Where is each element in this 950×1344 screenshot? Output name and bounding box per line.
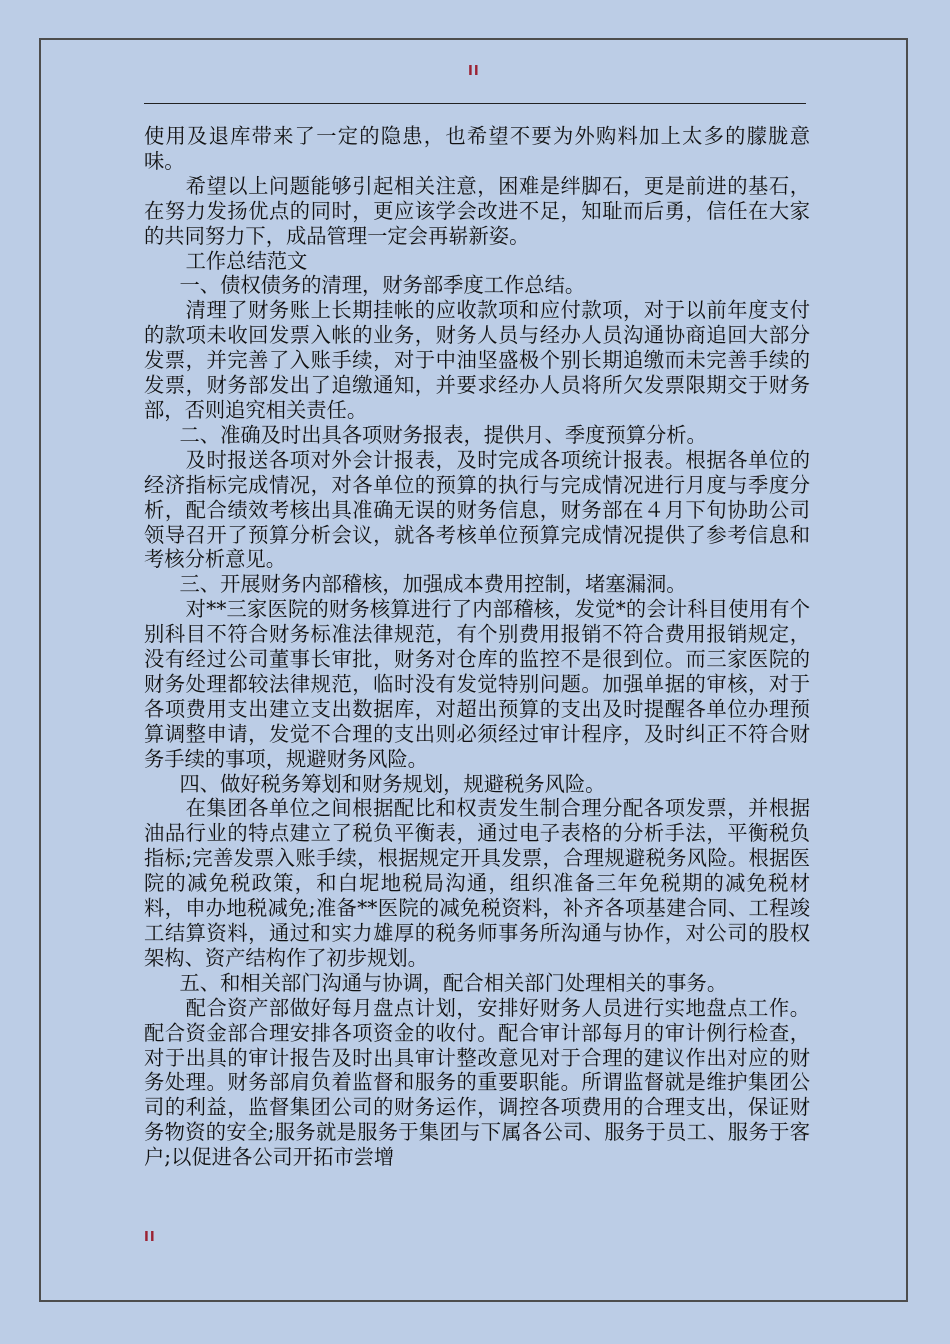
body-paragraph: 及时报送各项对外会计报表，及时完成各项统计报表。根据各单位的经济指标完成情况，对各单位的预算的执行与完成情况进行月度与季度分析，配合绩效考核出具准确无误的财务信息，财务部在４月下旬协助公司领导召开了预算分析会议，就各考核单位预算完成情况提供了参考信息和考核分析意见。 [144,447,810,572]
section-heading: 四、做好税务筹划和财务规划，规避税务风险。 [179,771,606,796]
section-heading: 三、开展财务内部稽核，加强成本费用控制，堵塞漏洞。 [179,572,687,597]
body-paragraph: 使用及退库带来了一定的隐患，也希望不要为外购料加上太多的朦胧意味。 [144,124,810,173]
section-title: 工作总结范文 [185,248,308,273]
body-paragraph: 在集团各单位之间根据配比和权责发生制合理分配各项发票，并根据油品行业的特点建立了税负平衡表，通过电子表格的分析手法，平衡税负指标;完善发票入账手续，根据规定开具发票，合理规避税务风险。根据医院的减免税政策，和白坭地税局沟通，组织准备三年免税期的减免税材料，申办地税减免;准备**医院的减免税资料，补齐各项基建合同、工程竣工结算资料，通过和实力雄厚的税务师事务所沟通与协作，对公司的股权架构、资产结构作了初步规划。 [144,796,810,970]
section-heading: 五、和相关部门沟通与协调，配合相关部门处理相关的事务。 [179,970,728,995]
body-paragraph: 清理了财务账上长期挂帐的应收款项和应付款项，对于以前年度支付的款项未收回发票入帐的业务，财务人员与经办人员沟通协商追回大部分发票，并完善了入账手续，对于中油坚盛极个别长期追缴而未完善手续的发票，财务部发出了追缴通知，并要求经办人员将所欠发票限期交于财务部，否则追究相关责任。 [144,298,810,422]
document-body [144,124,810,1170]
header-divider [144,103,806,104]
section-heading: 二、准确及时出具各项财务报表，提供月、季度预算分析。 [179,422,707,447]
header-mark: II [468,64,480,79]
body-paragraph: 配合资产部做好每月盘点计划，安排好财务人员进行实地盘点工作。配合资金部合理安排各项资金的收付。配合审计部每月的审计例行检查，对于出具的审计报告及时出具审计整改意见对于合理的建议作出对应的财务处理。财务部肩负着监督和服务的重要职能。所谓监督就是维护集团公司的利益，监督集团公司的财务运作，调控各项费用的合理支出，保证财务物资的安全;服务就是服务于集团与下属各公司、服务于员工、服务于客户;以促进各公司开拓市尝增 [144,995,810,1170]
body-paragraph: 对**三家医院的财务核算进行了内部稽核，发觉*的会计科目使用有个别科目不符合财务标准法律规范，有个别费用报销不符合费用报销规定，没有经过公司董事长审批，财务对仓库的监控不是很到位。而三家医院的财务处理都较法律规范，临时没有发觉特别问题。加强单据的审核，对于各项费用支出建立支出数据库，对超出预算的支出及时提醒各单位办理预算调整申请，发觉不合理的支出则必须经过审计程序，及时纠正不符合财务手续的事项，规避财务风险。 [144,597,810,771]
footer-mark: II [144,1230,156,1245]
body-paragraph: 希望以上问题能够引起相关注意，困难是绊脚石，更是前进的基石，在努力发扬优点的同时，更应该学会改进不足，知耻而后勇，信任在大家的共同努力下，成品管理一定会再崭新姿。 [144,173,810,248]
section-heading: 一、债权债务的清理，财务部季度工作总结。 [179,273,586,298]
